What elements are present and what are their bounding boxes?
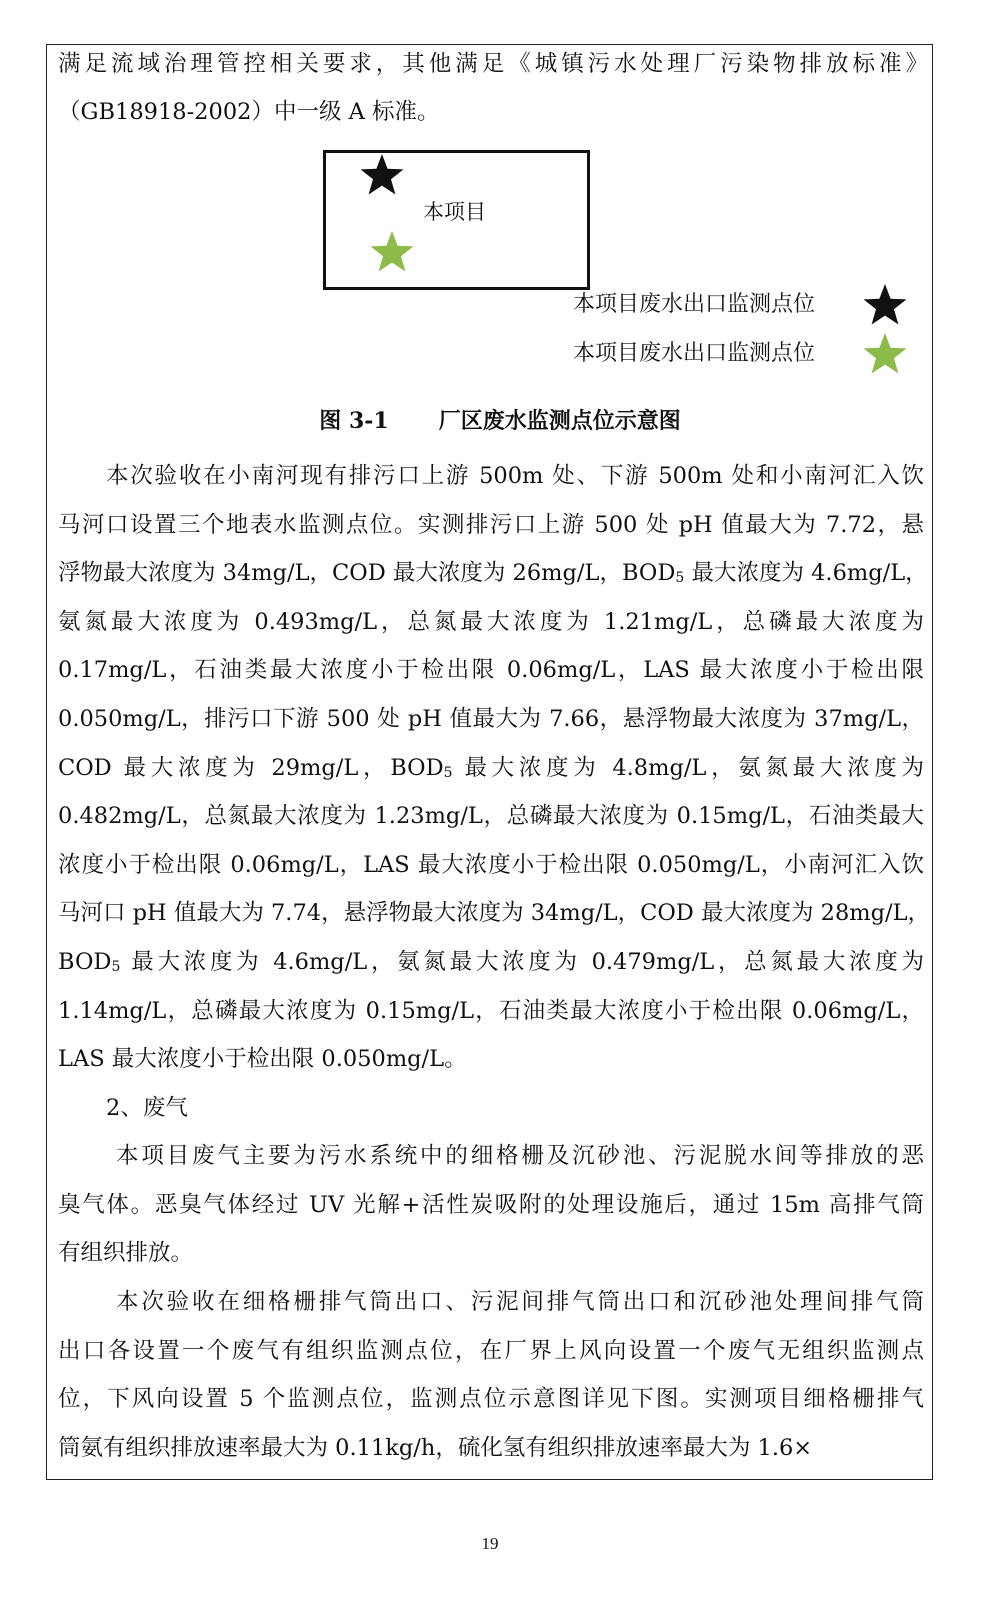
legend-label-black: 本项目废水出口监测点位 — [573, 292, 816, 317]
para2a-line-2: 臭气体。恶臭气体经过 UV 光解+活性炭吸附的处理设施后，通过 15m 高排气筒 — [58, 1192, 924, 1218]
section2-heading: 2、废气 — [106, 1095, 188, 1121]
green-star-icon — [370, 230, 414, 272]
para2a-line-3: 有组织排放。 — [58, 1240, 194, 1266]
figure-caption-number: 图 3-1 — [319, 408, 389, 434]
para1-line-5: 0.17mg/L，石油类最大浓度小于检出限 0.06mg/L，LAS 最大浓度小于检出限 — [58, 657, 924, 683]
para2b-line-2: 出口各设置一个废气有组织监测点位，在厂界上风向设置一个废气无组织监测点 — [58, 1338, 924, 1364]
para1-line-8: 0.482mg/L，总氮最大浓度为 1.23mg/L，总磷最大浓度为 0.15mg/L，石油类最大 — [58, 803, 924, 829]
para1-line-13: LAS 最大浓度小于检出限 0.050mg/L。 — [58, 1046, 467, 1072]
figure-caption — [0, 404, 1000, 435]
legend-green-star-icon — [863, 332, 907, 374]
para2b-line-3: 位，下风向设置 5 个监测点位，监测点位示意图详见下图。实测项目细格栅排气 — [58, 1386, 924, 1412]
para2b-line-4: 筒氨有组织排放速率最大为 0.11kg/h，硫化氢有组织排放速率最大为 1.6× — [58, 1435, 813, 1461]
project-label: 本项目 — [423, 200, 486, 224]
para2b-line-1: 本次验收在细格栅排气筒出口、污泥间排气筒出口和沉砂池处理间排气筒 — [116, 1289, 924, 1315]
intro-line-1: 满足流域治理管控相关要求，其他满足《城镇污水处理厂污染物排放标准》 — [58, 51, 928, 77]
intro-line-2: （GB18918-2002）中一级 A 标准。 — [58, 99, 440, 125]
legend-black-star-icon — [863, 283, 907, 325]
page-number: 19 — [481, 1534, 499, 1553]
para1-line-1: 本次验收在小南河现有排污口上游 500m 处、下游 500m 处和小南河汇入饮 — [106, 463, 924, 489]
para1-line-4: 氨氮最大浓度为 0.493mg/L，总氮最大浓度为 1.21mg/L，总磷最大浓度为 — [58, 609, 924, 635]
para1-line-3: 浮物最大浓度为 34mg/L，COD 最大浓度为 26mg/L，BOD5 最大浓度为 4.6mg/L， — [58, 560, 928, 586]
para1-line-12: 1.14mg/L，总磷最大浓度为 0.15mg/L，石油类最大浓度小于检出限 0.06mg/L， — [58, 998, 924, 1024]
para1-line-11: BOD5 最大浓度为 4.6mg/L，氨氮最大浓度为 0.479mg/L，总氮最大浓度为 — [58, 949, 924, 975]
para1-line-6: 0.050mg/L，排污口下游 500 处 pH 值最大为 7.66，悬浮物最大浓度为 37mg/L， — [58, 706, 924, 732]
black-star-icon — [360, 153, 404, 195]
para2a-line-1: 本项目废气主要为污水系统中的细格栅及沉砂池、污泥脱水间等排放的恶 — [116, 1143, 924, 1169]
para1-line-10: 马河口 pH 值最大为 7.74，悬浮物最大浓度为 34mg/L，COD 最大浓度为 28mg/L， — [58, 900, 931, 926]
para1-line-7: COD 最大浓度为 29mg/L，BOD5 最大浓度为 4.8mg/L，氨氮最大浓度为 — [58, 755, 924, 781]
para1-line-9: 浓度小于检出限 0.06mg/L，LAS 最大浓度小于检出限 0.050mg/L，小南河汇入饮 — [58, 852, 924, 878]
legend-label-green: 本项目废水出口监测点位 — [573, 341, 816, 366]
figure-caption-title: 厂区废水监测点位示意图 — [438, 408, 681, 434]
para1-line-2: 马河口设置三个地表水监测点位。实测排污口上游 500 处 pH 值最大为 7.72，悬 — [58, 512, 924, 538]
